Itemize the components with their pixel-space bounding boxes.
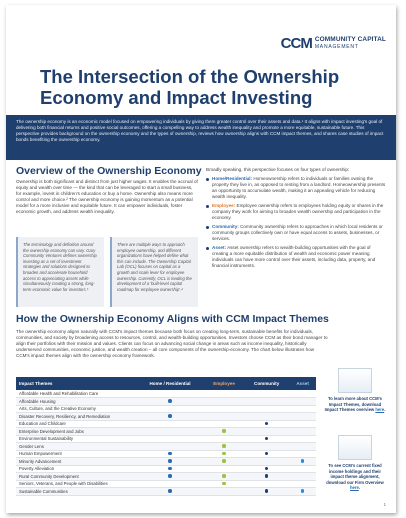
alignment-dot-icon (265, 452, 269, 456)
alignment-dot-icon (168, 474, 172, 478)
alignment-dot-icon (168, 452, 172, 456)
theme-name: Minority Advancement (16, 458, 136, 466)
callout-text: To see CCM's current fixed income holdings and their impact theme alignment, download our Firm Overview here. (326, 463, 384, 490)
theme-cell-asset (289, 435, 316, 443)
alignment-dot-icon (222, 429, 226, 433)
theme-name: Education and Childcare (16, 420, 136, 428)
theme-cell-asset (289, 443, 316, 451)
theme-cell-home (136, 465, 204, 473)
theme-cell-asset (289, 428, 316, 436)
theme-cell-home (136, 420, 204, 428)
theme-cell-asset (289, 480, 316, 488)
bullet-icon (206, 205, 209, 208)
callout-copy: To see CCM's current fixed income holdings and their impact theme alignment, download our Firm Overview (326, 463, 384, 485)
theme-name: Affordable Housing (16, 398, 136, 406)
theme-cell-home (136, 398, 204, 406)
bullet-icon (206, 178, 209, 181)
theme-cell-com (244, 450, 289, 458)
alignment-dot-icon (301, 489, 305, 493)
alignment-dot-icon (222, 474, 226, 478)
theme-cell-emp (204, 458, 244, 466)
theme-cell-home (136, 413, 204, 421)
table-row (16, 390, 316, 398)
theme-name: Rural Community Development (16, 473, 136, 481)
impact-themes-link[interactable]: here (375, 407, 385, 412)
type-label: Home/Residential: (212, 176, 253, 181)
theme-cell-home (136, 458, 204, 466)
type-label: Asset: (212, 245, 227, 250)
theme-name: Disaster Recovery, Resiliency, and Remediation (16, 413, 136, 421)
theme-name: Environmental Sustainability (16, 435, 136, 443)
theme-cell-emp (204, 473, 244, 481)
type-label: Employee: (212, 203, 236, 208)
table-row (16, 420, 316, 428)
theme-cell-asset (289, 458, 316, 466)
ccm-logo (281, 35, 386, 52)
theme-cell-emp (204, 480, 244, 488)
theme-cell-emp (204, 398, 244, 406)
list-item (206, 245, 386, 269)
quote-text: The terminology and definition around the ownership economy can vary. Gary Community Ventures defines ownership investing as a set of investment strategies and solutions designed to broaden and accelerate household access to appreciating assets while simultaneously creating a strong, long-term economic value for investors.³ (23, 242, 97, 292)
theme-cell-asset (289, 450, 316, 458)
quote-text: There are multiple ways to approach employee ownership, and different organizations have helped define what this can include. The Ownership Capital Lab (OCL) focuses on capital as a growth and scale lever for employee ownership. Currently, OCL is leading the development of a 'built-level capital roadmap for employee ownership'.⁴ (117, 242, 192, 292)
page-number: 1 (383, 502, 386, 507)
logo-name: COMMUNITY CAPITAL (314, 36, 386, 44)
type-text: Community ownership refers to approaches in which local residents or community groups collectively own or have equal access to assets, businesses, or services. (212, 224, 383, 241)
quote-box-ocl (110, 237, 198, 307)
intro-band (6, 115, 396, 160)
overview-body: Ownership is both significant and distinct from just higher wages. It enables the accrual of equity and wealth over time — the kind that can be leveraged to start a small business, for example, invest in children's education or buy a home. Ownership also means more control and more choice.² The ownership economy is gaining momentum as a potential model for a more inclusive and equitable future. It can empower individuals, foster economic growth, and address wealth inequality. (16, 179, 198, 214)
theme-cell-emp (204, 413, 244, 421)
theme-cell-asset (289, 405, 316, 413)
column-header: Home / Residential (136, 377, 204, 390)
alignment-dot-icon (168, 414, 172, 418)
theme-cell-asset (289, 413, 316, 421)
alignment-dot-icon (265, 437, 269, 441)
theme-cell-emp (204, 465, 244, 473)
firm-overview-link[interactable]: here (349, 485, 359, 490)
theme-cell-asset (289, 390, 316, 398)
alignment-dot-icon (265, 474, 269, 478)
theme-cell-com (244, 458, 289, 466)
types-lead: Broadly speaking, this perspective focuses on four types of ownership: (206, 167, 350, 172)
table-row (16, 413, 316, 421)
theme-name: Gender Lens (16, 443, 136, 451)
theme-name: Seniors, Veterans, and People with Disabilities (16, 480, 136, 488)
theme-cell-com (244, 413, 289, 421)
alignment-dot-icon (265, 489, 269, 493)
theme-cell-com (244, 488, 289, 496)
theme-cell-home (136, 428, 204, 436)
firm-overview-callout (324, 435, 386, 491)
aligns-body: The ownership economy aligns naturally with CCM's impact themes because both focus on creating long-term, sustainable benefits for individuals, communities, and society by broadening access to resources, control, and wealth-building opportunities. Investors choose CCM as their bond manager to align their portfolios with their mission and values. Clients can focus on advancing social change in areas such as income inequality, historically underserved communities, economic justice, and wealth creation – all core components of the ownership-economy. The chart below illustrates how CCM's impact themes align with the ownership economy framework. (16, 329, 328, 358)
page-title: The Intersection of the Ownership Economy and Impact Investing (40, 66, 340, 108)
alignment-dot-icon (168, 399, 172, 403)
theme-cell-emp (204, 390, 244, 398)
aligns-heading: How the Ownership Economy Aligns with CCM Impact Themes (16, 313, 329, 325)
type-text: Employee ownership refers to employees holding equity or shares in the company they work for aiming to broaden wealth ownership and participation in the economy. (212, 203, 384, 220)
theme-name: Poverty Alleviation (16, 465, 136, 473)
callout-text: To learn more about CCM's Impact Themes, download Impact Themes overview here. (324, 396, 386, 412)
table-row (16, 450, 316, 458)
table-row (16, 473, 316, 481)
alignment-dot-icon (222, 459, 226, 463)
theme-name: Enterprise Development and Jobs (16, 428, 136, 436)
impact-themes-callout (324, 368, 386, 413)
alignment-dot-icon (222, 444, 226, 448)
table-row (16, 488, 316, 496)
theme-cell-asset (289, 473, 316, 481)
theme-cell-com (244, 428, 289, 436)
alignment-dot-icon (168, 459, 172, 463)
theme-cell-emp (204, 443, 244, 451)
theme-cell-emp (204, 420, 244, 428)
theme-cell-emp (204, 428, 244, 436)
theme-cell-com (244, 480, 289, 488)
quote-boxes (16, 237, 198, 307)
alignment-dot-icon (222, 452, 226, 456)
theme-cell-emp (204, 488, 244, 496)
table-row (16, 458, 316, 466)
theme-cell-com (244, 465, 289, 473)
document-page (6, 5, 396, 513)
logo-text (315, 37, 386, 50)
intro-text: The ownership economy is an economic model focused on empowering individuals by giving them greater control over their assets and data.¹ It aligns with impact investing's goal of delivering both financial returns and positive social outcomes, offering a compelling way to address wealth inequality and promote a more equitable, sustainable future. This perspective provides background on the ownership economy and the types of ownership, reviews how ownership aligns with CCM impact themes, and shares case studies of impact bonds benefiting the ownership economy. (16, 119, 384, 142)
theme-cell-com (244, 435, 289, 443)
alignment-dot-icon (168, 489, 172, 493)
document-thumbnail (338, 435, 372, 460)
logo-mark: CCM (280, 35, 312, 52)
table-row (16, 435, 316, 443)
aligns-column (16, 329, 328, 359)
table-row (16, 405, 316, 413)
bullet-icon (206, 247, 209, 250)
ownership-types-column (206, 167, 386, 272)
table-row (16, 465, 316, 473)
list-item (206, 203, 386, 221)
document-thumbnail (338, 368, 372, 393)
theme-cell-emp (204, 450, 244, 458)
overview-heading: Overview of the Ownership Economy (16, 165, 202, 177)
column-header: Employee (204, 377, 244, 390)
theme-cell-com (244, 420, 289, 428)
theme-cell-emp (204, 435, 244, 443)
theme-cell-home (136, 435, 204, 443)
bullet-icon (206, 226, 209, 229)
type-text: Homeownership refers to individuals or families owning the property they live in, as opposed to renting from a landlord. Homeownership presents an opportunity to accumulate wealth, making it an appealing vehicle for reducing wealth inequality. (212, 176, 386, 199)
theme-cell-home (136, 480, 204, 488)
theme-cell-asset (289, 420, 316, 428)
theme-cell-emp (204, 405, 244, 413)
table-header-row (16, 377, 316, 390)
theme-cell-home (136, 390, 204, 398)
overview-column (16, 179, 198, 215)
alignment-dot-icon (301, 459, 305, 463)
theme-cell-home (136, 473, 204, 481)
logo-sub: MANAGEMENT (314, 43, 359, 50)
types-list (206, 176, 386, 269)
table-row (16, 443, 316, 451)
table-row (16, 428, 316, 436)
theme-name: Arts, Culture, and the Creative Economy (16, 405, 136, 413)
theme-cell-com (244, 443, 289, 451)
theme-cell-com (244, 405, 289, 413)
theme-cell-com (244, 390, 289, 398)
column-header: Impact Themes (16, 377, 136, 390)
theme-cell-asset (289, 488, 316, 496)
theme-name: Human Empowerment (16, 450, 136, 458)
alignment-dot-icon (265, 422, 269, 426)
table-row (16, 398, 316, 406)
theme-cell-asset (289, 465, 316, 473)
list-item (206, 176, 386, 200)
theme-cell-home (136, 443, 204, 451)
table-row (16, 480, 316, 488)
theme-cell-home (136, 405, 204, 413)
column-header: Community (244, 377, 289, 390)
theme-cell-home (136, 488, 204, 496)
alignment-dot-icon (265, 467, 269, 471)
theme-name: Sustainable Communities (16, 488, 136, 496)
type-label: Community: (212, 224, 239, 229)
quote-box-gcv (16, 237, 104, 307)
impact-themes-table (16, 377, 316, 496)
alignment-dot-icon (168, 467, 172, 471)
callout-copy: To learn more about CCM's Impact Themes, download Impact Themes overview (324, 396, 382, 412)
theme-cell-asset (289, 398, 316, 406)
column-header: Asset (289, 377, 316, 390)
alignment-dot-icon (222, 482, 226, 486)
theme-cell-home (136, 450, 204, 458)
theme-cell-com (244, 473, 289, 481)
theme-name: Affordable Health and Rehabilitation Care (16, 390, 136, 398)
type-text: Asset ownership refers to wealth-building opportunities with the goal of creating a more equitable distribution of wealth and economic power meaning individuals can have more control over their assets, including data, property, and financial instruments. (212, 245, 376, 268)
list-item (206, 224, 386, 242)
theme-cell-com (244, 398, 289, 406)
